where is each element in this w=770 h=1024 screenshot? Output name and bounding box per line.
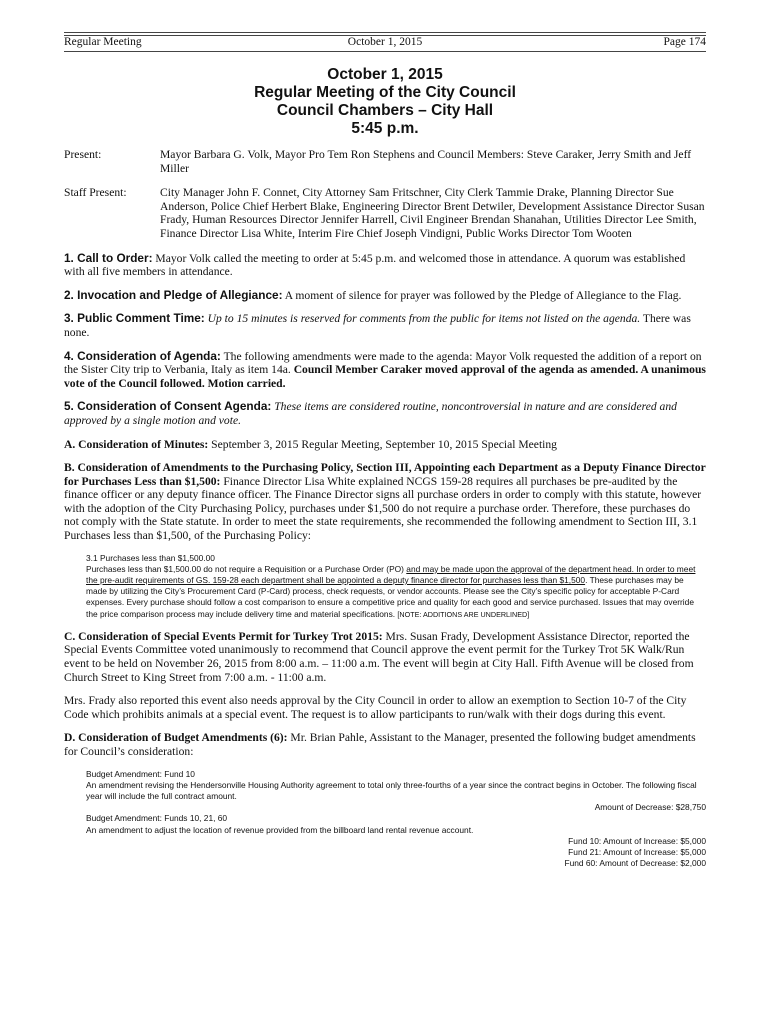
staff-text: City Manager John F. Connet, City Attorney Sam Fritschner, City Clerk Tammie Drake, Planning Director Sue Anderson, Police Chief Herbert Blake, Engineering Director Brent Detwiler, Development Assistance Director Susan Frady, Human Resources Director Jennifer Harrell, Civil Engineer Brendan Shanahan, Utilities Director Lee Smith, Finance Director Lisa White, Interim Fire Chief Joseph Vindigni, Public Works Director Tom Wooten	[160, 186, 705, 240]
minutes-body	[64, 148, 706, 879]
title-time: 5:45 p.m.	[351, 120, 419, 137]
item-public-comment	[64, 312, 706, 339]
item-turkey-trot	[64, 630, 706, 684]
budget-2-title: Budget Amendment: Funds 10, 21, 60	[86, 813, 228, 824]
item-heading: 5. Consideration of Consent Agenda:	[64, 399, 272, 414]
budget-1-title: Budget Amendment: Fund 10	[86, 768, 195, 779]
item-text: September 3, 2015 Regular Meeting, September 10, 2015 Special Meeting	[208, 437, 557, 451]
quote-note: [NOTE: ADDITIONS ARE UNDERLINED]	[397, 609, 530, 619]
item-heading: 2. Invocation and Pledge of Allegiance:	[64, 287, 283, 302]
item-italic-text: These items are considered routine, noncontroversial in nature and are considered and approved by a single motion and vote.	[64, 400, 677, 427]
header-rule-top	[64, 32, 706, 33]
header-rule-bottom	[64, 51, 706, 52]
present-text: Mayor Barbara G. Volk, Mayor Pro Tem Ron Stephens and Council Members: Steve Caraker, Jerry Smith and Jeff Miller	[160, 148, 692, 175]
item-italic-text: Up to 15 minutes is reserved for comments from the public for items not listed on the agenda.	[204, 312, 641, 326]
item-text: Mr. Brian Pahle, Assistant to the Manager, presented the following budget amendments for Council’s consideration:	[64, 731, 696, 759]
item-agenda	[64, 350, 706, 391]
present-label: Present:	[64, 148, 102, 161]
budget-2-amount-fund10: Fund 10: Amount of Increase: $5,000	[568, 835, 706, 846]
item-heading: 1. Call to Order:	[64, 250, 153, 265]
present-row	[64, 148, 706, 175]
item-text: There was none.	[64, 312, 691, 339]
item-heading: D. Consideration of Budget Amendments (6):	[64, 731, 288, 745]
budget-2-text: An amendment to adjust the location of revenue provided from the billboard land rental revenue account.	[86, 824, 474, 835]
item-heading: 4. Consideration of Agenda:	[64, 348, 221, 363]
item-text: Finance Director Lisa White explained NCGS 159-28 requires all purchases be pre-audited by the finance officer or any deputy finance officer. The Finance Director signs all purchase orders in order to comply with this statute, however with the adoption of the City Purchasing Policy, purchases under $1,500 do not require a purchase order. Therefore, these purchases do not comply with the State statute. In order to meet the state requirements, she recommended the following amendment to Section III, 3.1 Purchases less than $1,500, of the Purchasing Policy:	[64, 474, 702, 543]
motion-text: Council Member Caraker moved approval of the agenda as amended. A unanimous vote of the Council followed. Motion carried.	[64, 363, 706, 390]
header-left: Regular Meeting	[64, 36, 142, 48]
document-title	[64, 66, 706, 138]
budget-2-amount-fund60: Fund 60: Amount of Decrease: $2,000	[564, 858, 706, 869]
item-heading: 3. Public Comment Time:	[64, 311, 205, 326]
item-text: Mayor Volk called the meeting to order at 5:45 p.m. and welcomed those in attendance. A quorum was established with all five members in attendance.	[64, 251, 686, 279]
item-purchasing-policy	[64, 461, 706, 543]
quote-underlined-addition: and may be made upon the approval of the department head. In order to meet the pre-audit requirements of GS. 159-28 each department shall be appointed a deputy finance director for purchases less than $1,500	[86, 563, 696, 586]
title-meeting: Regular Meeting of the City Council	[254, 84, 516, 101]
item-invocation	[64, 289, 706, 303]
item-text: A moment of silence for prayer was followed by the Pledge of Allegiance to the Flag.	[282, 288, 682, 302]
quote-body	[86, 564, 706, 620]
item-heading: A. Consideration of Minutes:	[64, 437, 209, 451]
item-text: The following amendments were made to the agenda: Mayor Volk requested the addition of a report on the Sister City trip to Verbania, Italy as item 14a.	[64, 349, 702, 377]
title-date: October 1, 2015	[327, 66, 443, 83]
quote-text-continued: . These purchases may be made by utilizing the City’s Procurement Card (P-Card) process, check requests, or vendor accounts. Please see the City’s specific policy for acceptable P-Card expenses. Every purchase should follow a cost comparison to ensure a competitive price and quality for each good and service purchased. Issues that may override the price comparison process may include delivery time and material specifications.	[86, 575, 694, 619]
budget-1-text: An amendment revising the Hendersonville Housing Authority agreement to total only three-fourths of a year since the contract begins in October. The following fiscal year will include the full contract amount.	[86, 779, 697, 802]
budget-amendment-list	[86, 769, 706, 870]
budget-1-amount: Amount of Decrease: $28,750	[594, 802, 706, 813]
quote-text: Purchases less than $1,500.00 do not require a Requisition or a Purchase Order (PO)	[86, 563, 407, 574]
item-heading: C. Consideration of Special Events Permit for Turkey Trot 2015:	[64, 629, 383, 643]
header-center: October 1, 2015	[347, 36, 423, 48]
item-consent-agenda	[64, 400, 706, 427]
staff-label: Staff Present:	[64, 186, 127, 200]
item-text: Mrs. Susan Frady, Development Assistance Director, reported the Special Events Committee voted unanimously to recommend that Council approve the event permit for the Turkey Trot 5K Walk/Run event to be held on November 26, 2015 from 8:00 a.m. – 11:00 a.m. The event will begin at City Hall. Fifth Avenue will be closed from Church Street to King Street from 7:00 a.m. - 11:00 a.m.	[64, 629, 694, 684]
title-location: Council Chambers – City Hall	[276, 102, 494, 119]
item-heading: B. Consideration of Amendments to the Purchasing Policy, Section III, Appointing each Department as a Deputy Finance Director for Purchases Less than $1,500:	[64, 461, 706, 488]
item-call-to-order	[64, 252, 706, 279]
budget-2-amount-fund21: Fund 21: Amount of Increase: $5,000	[568, 847, 706, 858]
item-turkey-trot-exemption: Mrs. Frady also reported this event also needs approval by the City Council in order to allow an exemption to Section 10-7 of the City Code which prohibits animals at a special event. The request is to allow participants to run/walk with their dogs during this event.	[64, 694, 687, 721]
quote-title: 3.1 Purchases less than $1,500.00	[86, 552, 215, 563]
policy-amendment-quote	[86, 553, 706, 620]
item-budget-amendments	[64, 731, 706, 758]
staff-row	[64, 186, 706, 240]
item-minutes	[64, 438, 706, 452]
header-page-number: Page 174	[663, 36, 706, 48]
running-header	[64, 32, 706, 54]
